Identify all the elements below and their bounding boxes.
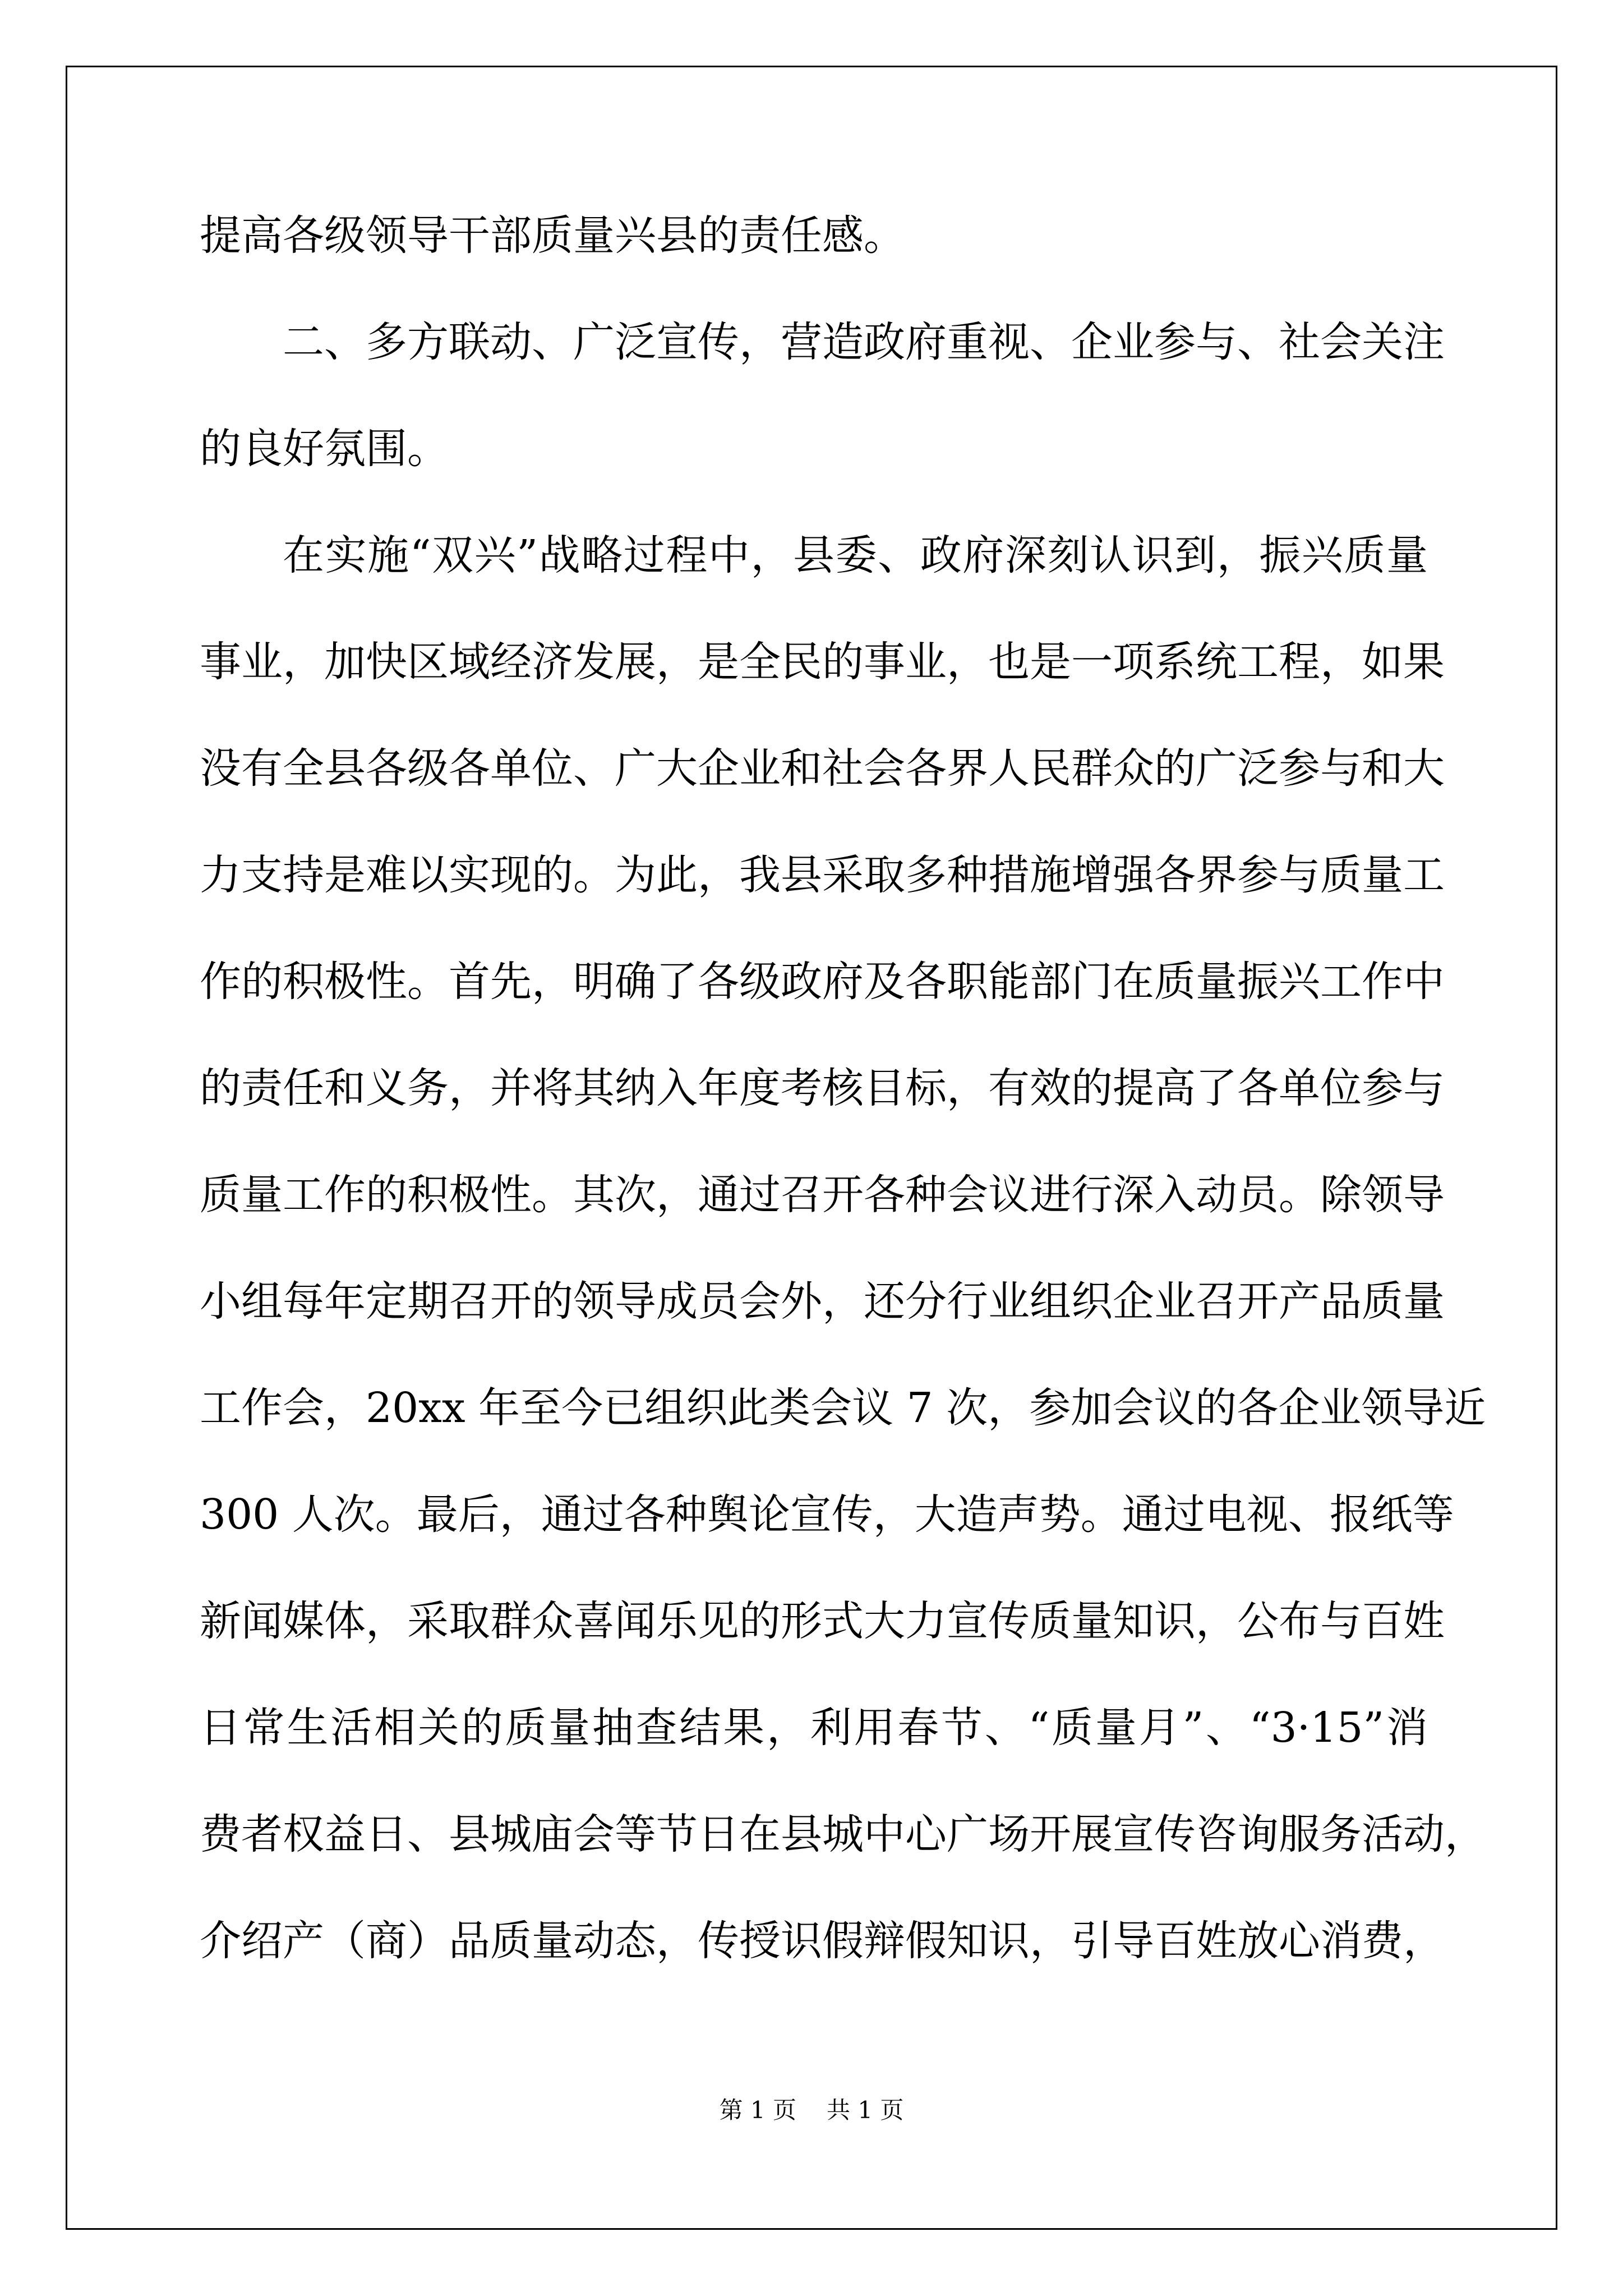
text-line: 工作会，20xx 年至今已组织此类会议 7 次，参加会议的各企业领导近 <box>200 1384 1486 1432</box>
text-line: 事业，加快区域经济发展，是全民的事业，也是一项系统工程，如果 <box>200 638 1445 686</box>
text-line: 费者权益日、县城庙会等节日在县城中心广场开展宣传咨询服务活动， <box>200 1810 1486 1858</box>
document-body <box>200 211 1486 2027</box>
text-line: 在实施“双兴”战略过程中，县委、政府深刻认识到，振兴质量 <box>283 531 1428 579</box>
text-line: 二、多方联动、广泛宣传，营造政府重视、企业参与、社会关注 <box>283 318 1445 366</box>
text-line: 的良好氛围。 <box>200 425 449 473</box>
page-footer <box>0 2097 1623 2124</box>
text-line: 的责任和义务，并将其纳入年度考核目标，有效的提高了各单位参与 <box>200 1064 1445 1112</box>
text-line: 小组每年定期召开的领导成员会外，还分行业组织企业召开产品质量 <box>200 1277 1445 1326</box>
text-line: 质量工作的积极性。其次，通过召开各种会议进行深入动员。除领导 <box>200 1171 1445 1219</box>
text-line: 新闻媒体，采取群众喜闻乐见的形式大力宣传质量知识，公布与百姓 <box>200 1597 1445 1645</box>
text-line: 作的积极性。首先，明确了各级政府及各职能部门在质量振兴工作中 <box>200 958 1445 1006</box>
text-line: 力支持是难以实现的。为此，我县采取多种措施增强各界参与质量工 <box>200 851 1445 899</box>
text-line: 没有全县各级各单位、广大企业和社会各界人民群众的广泛参与和大 <box>200 744 1445 793</box>
text-line: 介绍产（商）品质量动态，传授识假辩假知识，引导百姓放心消费， <box>200 1917 1445 1965</box>
text-line: 300 人次。最后，通过各种舆论宣传，大造声势。通过电视、报纸等 <box>200 1490 1454 1539</box>
text-line: 日常生活相关的质量抽查结果，利用春节、“质量月”、“3·15”消 <box>200 1704 1428 1752</box>
page-number-total: 共 1 页 <box>827 2096 904 2124</box>
text-line: 提高各级领导干部质量兴县的责任感。 <box>200 211 905 260</box>
page-number-current: 第 1 页 <box>719 2096 796 2124</box>
